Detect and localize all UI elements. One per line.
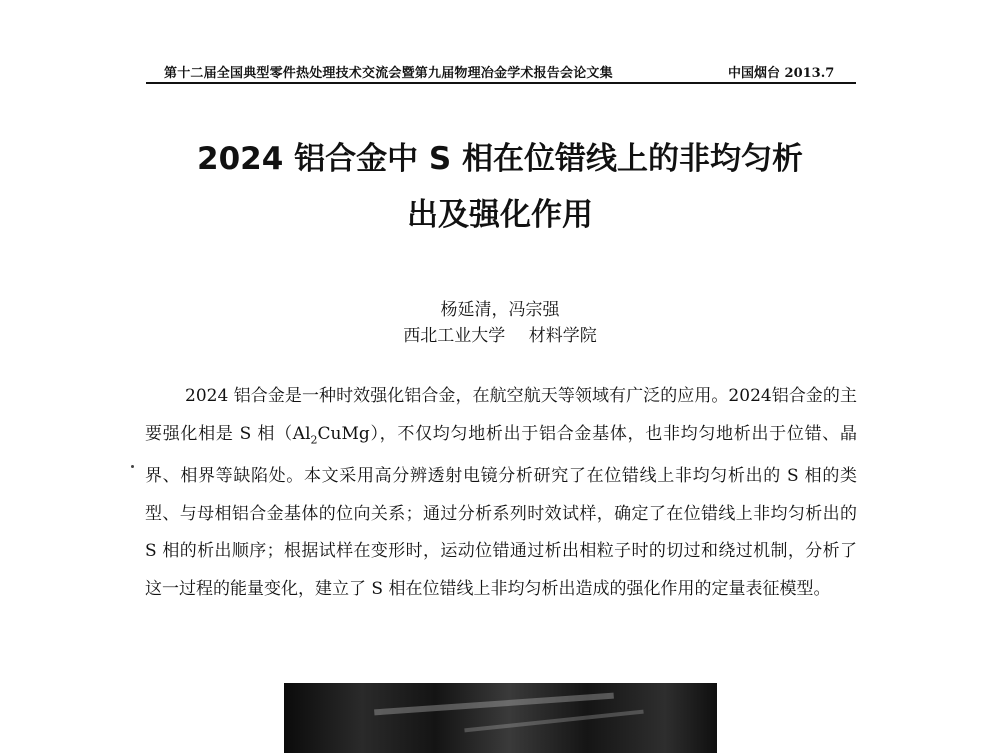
scan-speck (131, 465, 134, 468)
paper-title-line-1: 2024 铝合金中 S 相在位错线上的非均匀析 (197, 141, 803, 177)
conference-name: 第十二届全国典型零件热处理技术交流会暨第九届物理冶金学术报告会论文集 (164, 66, 613, 81)
paper-title-line-2: 出及强化作用 (407, 197, 593, 233)
micrograph-streak (464, 710, 643, 733)
location-date: 中国烟台 2013.7 (728, 66, 835, 81)
affiliation: 西北工业大学 材料学院 (403, 326, 597, 346)
running-header (146, 60, 856, 84)
abstract-paragraph (145, 378, 857, 608)
micrograph-streak (374, 693, 614, 716)
abstract (145, 378, 857, 608)
abstract-text-part-2: CuMg），不仅均匀地析出于铝合金基体，也非均匀地析出于位错、晶界、相界等缺陷处。本文采用高分辨透射电镜分析研究了在位错线上非均匀析出的 S 相的类型、与母相铝合金基体的位向关系；通过分析系列时效试样，确定了在位错线上非均匀析出的 S 相的析出顺序；根据试样在变形时，运动位错通过析出相粒子时的切过和绕过机制，分析了这一过程的能量变化，建立了 S 相在位错线上非均匀析出造成的强化作用的定量表征模型。 (145, 423, 857, 599)
subscript: 2 (310, 432, 318, 446)
authors: 杨延清，冯宗强 (440, 300, 560, 320)
tem-micrograph-figure (284, 683, 717, 753)
abstract-text-part-1: 2024 铝合金是一种时效强化铝合金，在航空航天等领域有广泛的应用。2024铝合金的主要强化相是 S 相（Al (145, 386, 857, 444)
